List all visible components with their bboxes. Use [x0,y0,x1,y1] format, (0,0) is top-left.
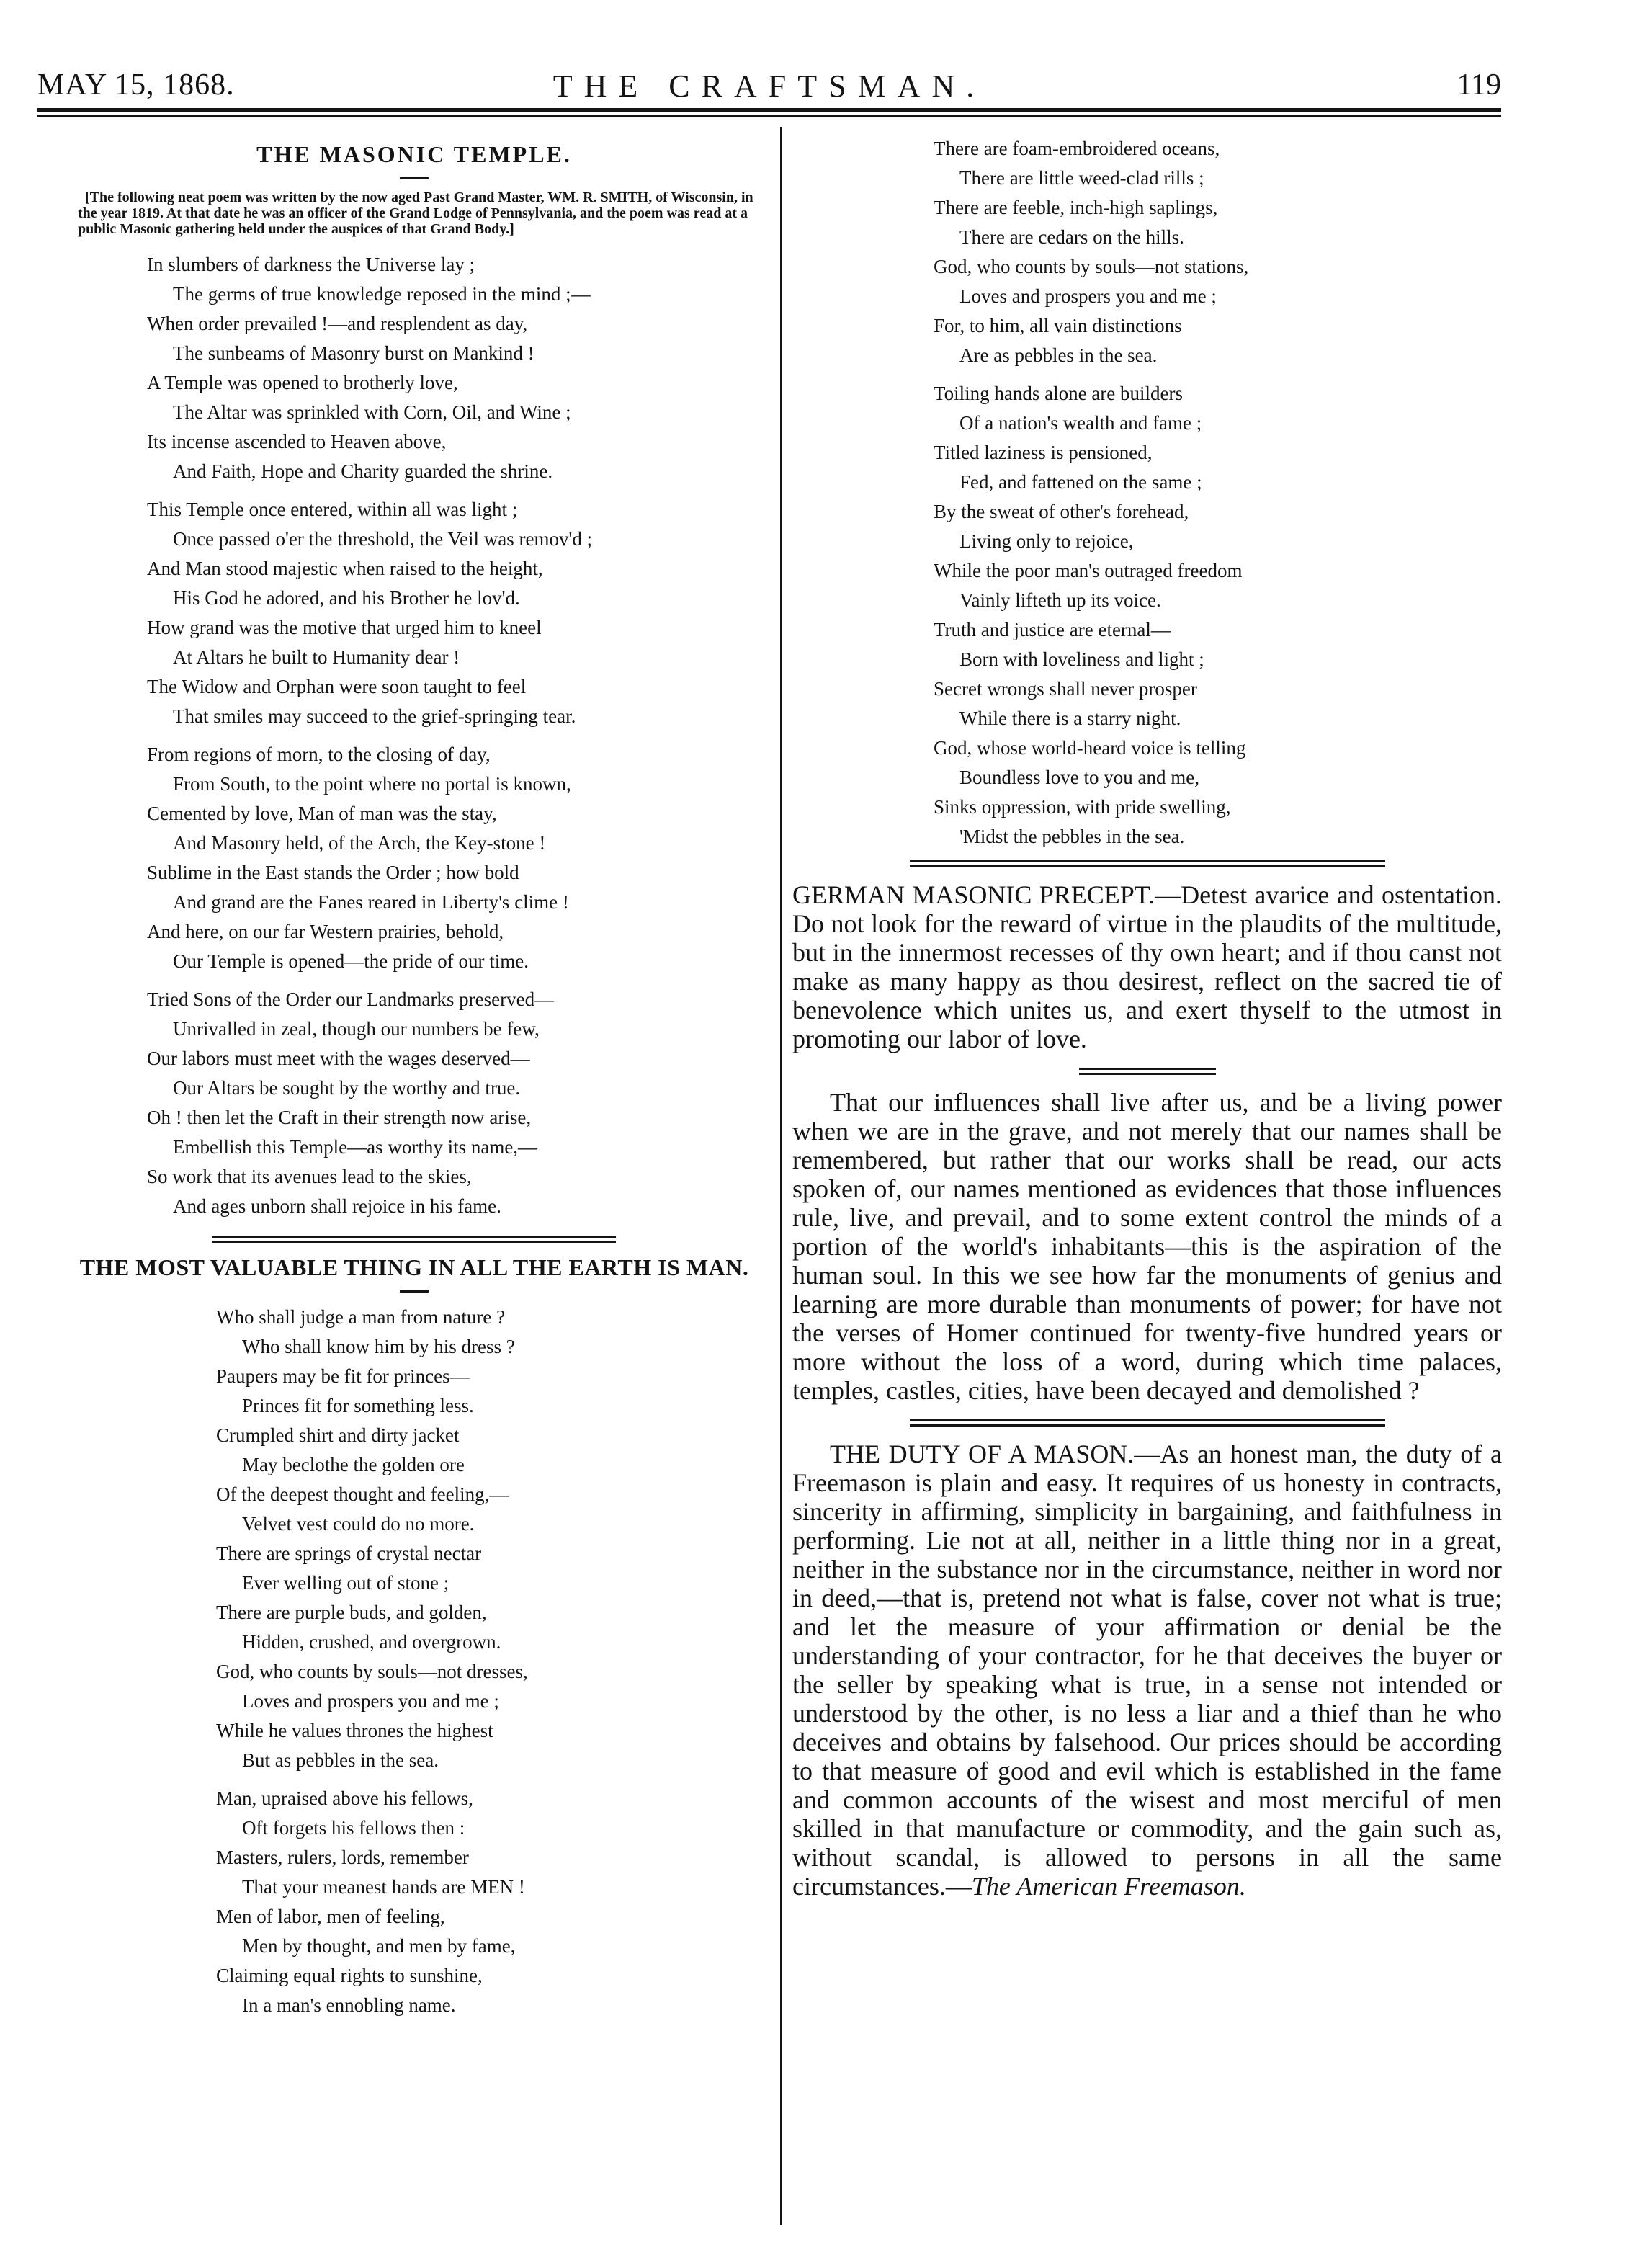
most-valuable-title: THE MOST VALUABLE THING IN ALL THE EARTH IS MAN. [79,1254,749,1280]
poem-line: Embellish this Temple—as worthy its name,— [173,1136,538,1158]
poem-line: Who shall judge a man from nature ? [216,1306,506,1328]
poem-line: While there is a starry night. [959,707,1181,729]
page-number: 119 [1457,68,1501,102]
poem-line: Toiling hands alone are builders [934,383,1184,404]
poem-line: Of a nation's wealth and fame ; [959,412,1202,434]
title-dash [400,177,429,179]
poem-line: God, who counts by souls—not dresses, [216,1661,528,1682]
poem-line: Living only to rejoice, [959,530,1134,552]
section-separator [910,1419,1385,1427]
issue-date: MAY 15, 1868. [37,68,235,102]
poem-line: But as pebbles in the sea. [242,1749,439,1771]
poem-stanza [147,985,771,1221]
poem-line: Men of labor, men of feeling, [216,1906,445,1927]
poem-line: Once passed o'er the threshold, the Veil was remov'd ; [173,528,593,550]
poem-line: This Temple once entered, within all was light ; [147,499,518,520]
poem-line: That smiles may succeed to the grief-springing tear. [173,705,576,727]
left-column [58,130,771,2029]
poem-line: There are springs of crystal nectar [216,1542,482,1564]
poem-line: There are purple buds, and golden, [216,1602,487,1623]
page-header [37,68,1501,107]
poem-line: Vainly lifteth up its voice. [959,589,1161,611]
poem-line: Titled laziness is pensioned, [934,442,1153,463]
poem-line: There are feeble, inch-high saplings, [934,197,1218,218]
poem-line: By the sweat of other's forehead, [934,501,1189,522]
duty-source: The American Freemason. [971,1872,1246,1901]
poem-line: And Man stood majestic when raised to the height, [147,558,543,579]
poem-line: Born with loveliness and light ; [959,648,1204,670]
poem-line: There are little weed-clad rills ; [959,167,1204,189]
poem-line: The Altar was sprinkled with Corn, Oil, and Wine ; [173,401,571,423]
poem-line: When order prevailed !—and resplendent as day, [147,313,528,334]
poem-line: From South, to the point where no portal is known, [173,773,571,795]
poem-line: Hidden, crushed, and overgrown. [242,1631,501,1653]
poem-line: In slumbers of darkness the Universe lay ; [147,254,475,275]
poem-line: Fed, and fattened on the same ; [959,471,1202,493]
header-rule-thin [37,115,1501,117]
poem-line: How grand was the motive that urged him to kneel [147,617,542,638]
poem-line: Its incense ascended to Heaven above, [147,431,447,452]
poem-line: Masters, rulers, lords, remember [216,1847,469,1868]
duty-paragraph [792,1439,1502,1901]
poem-line: The Widow and Orphan were soon taught to feel [147,676,527,697]
poem-line: A Temple was opened to brotherly love, [147,372,458,393]
poem-line: Sinks oppression, with pride swelling, [934,796,1231,818]
german-precept-text: —Detest avarice and ostentation. Do not look for the reward of virtue in the plaudits of the multitude, but in the innermost recesses of thy own heart; and if thou canst not make as many happy as thou desirest, reflect on the sacred tie of benevolence which unites us, and exert thyself to the utmost in promoting our labor of love. [792,880,1502,1053]
poem-line: Crumpled shirt and dirty jacket [216,1424,460,1446]
poem-line: Our labors must meet with the wages deserved— [147,1048,530,1069]
poem-line: And grand are the Fanes reared in Liberty's clime ! [173,891,569,913]
most-valuable-poem [58,1303,771,2020]
poem-line: Velvet vest could do no more. [242,1513,475,1535]
poem-line: While he values thrones the highest [216,1720,493,1741]
poem-line: And Masonry held, of the Arch, the Key-stone ! [173,832,546,854]
poem-line: That your meanest hands are MEN ! [242,1876,525,1898]
poem-line: Our Temple is opened—the pride of our time. [173,950,529,972]
poem-line: Princes fit for something less. [242,1395,474,1416]
most-valuable-poem-continued [792,134,1502,852]
poem-line: There are foam-embroidered oceans, [934,138,1220,159]
poem-line: Loves and prospers you and me ; [242,1690,499,1712]
duty-text: —As an honest man, the duty of a Freemason is plain and easy. It requires of us honesty in contracts, sincerity in affirming, simplicity in bargaining, and faithfulness in performing. Lie not at all, neither in a little thing nor in a great, neither in the substance nor in the circumstance, neither in word nor in deed,—that is, pretend not what is false, cover not what is true; and let the measure of your affirmation or denial be the understanding of your contractor, for he that deceives the buyer or the seller by speaking what is true, in a sense not intended or understood by the other, is no less a liar and a thief than he who deceives and obtains by falsehood. Our prices should be according to that measure of good and evil which is established in the fame and common accounts of the wisest and most merciful of men skilled in that manufacture or commodity, and the gain such as, without scandal, is allowed to persons in all the same circumstances.— [792,1439,1502,1901]
title-dash [400,1290,429,1293]
section-separator [212,1236,616,1243]
poem-line: Men by thought, and men by fame, [242,1935,516,1957]
section-separator [910,860,1385,867]
poem-stanza [147,740,771,976]
poem-line: Secret wrongs shall never prosper [934,678,1197,700]
german-precept-paragraph [792,880,1502,1053]
header-rule [37,108,1501,112]
poem-stanza [147,250,771,486]
section-separator [1079,1068,1216,1075]
poem-stanza [216,1303,771,1775]
masonic-temple-title: THE MASONIC TEMPLE. [256,141,572,167]
poem-line: There are cedars on the hills. [959,226,1184,248]
poem-stanza [216,1784,771,2020]
poem-line: May beclothe the golden ore [242,1454,465,1475]
poem-stanza [147,495,771,731]
influences-paragraph: That our influences shall live after us, and be a living power when we are in the grave, and not merely that our names shall be remembered, but rather that our works shall be read, our acts spoken of, our names mentioned as evidences that those influences rule, live, and prevail, and to some extent control the minds of a portion of the world's inhabitants—this is the aspiration of the human soul. In this we see how far the monuments of genius and learning are more durable than monuments of power; for have not the verses of Homer continued for twenty-five hundred years or more without the loss of a word, during which time palaces, temples, castles, cities, have been decayed and demolished ? [792,1088,1502,1405]
poem-line: For, to him, all vain distinctions [934,315,1182,336]
poem-line: Boundless love to you and me, [959,767,1199,788]
poem-line: And ages unborn shall rejoice in his fame. [173,1195,501,1217]
poem-line: Cemented by love, Man of man was the stay, [147,803,497,824]
poem-line: In a man's ennobling name. [242,1994,456,2016]
poem-line: Of the deepest thought and feeling,— [216,1483,509,1505]
duty-lead: THE DUTY OF A MASON. [830,1439,1135,1468]
poem-line: Oh ! then let the Craft in their strength now arise, [147,1107,532,1128]
poem-line: Sublime in the East stands the Order ; how bold [147,862,519,883]
poem-line: Truth and justice are eternal— [934,619,1171,640]
right-column [792,130,1502,1901]
poem-line: Paupers may be fit for princes— [216,1365,470,1387]
poem-line: Our Altars be sought by the worthy and true. [173,1077,521,1099]
masonic-temple-poem [58,250,771,1221]
poem-line: And here, on our far Western prairies, behold, [147,921,504,942]
poem-line: 'Midst the pebbles in the sea. [959,826,1185,847]
poem-line: Who shall know him by his dress ? [242,1336,515,1357]
masonic-temple-intro: [The following neat poem was written by the now aged Past Grand Master, WM. R. SMITH, of Wisconsin, in the year 1819. At that date he was an officer of the Grand Lodge of Pennsylvania, and the poem was read at a public Masonic gathering held under the auspices of that Grand Body.] [78,189,753,237]
poem-line: Ever welling out of stone ; [242,1572,449,1594]
poem-line: While the poor man's outraged freedom [934,560,1243,581]
poem-line: Unrivalled in zeal, though our numbers be few, [173,1018,540,1040]
poem-line: At Altars he built to Humanity dear ! [173,646,460,668]
poem-line: Man, upraised above his fellows, [216,1787,473,1809]
newspaper-title: THE CRAFTSMAN. [552,68,986,104]
poem-line: The sunbeams of Masonry burst on Mankind ! [173,342,534,364]
poem-line: The germs of true knowledge reposed in the mind ;— [173,283,591,305]
german-precept-lead: GERMAN MASONIC PRECEPT. [792,880,1155,909]
column-divider [780,127,782,2225]
poem-line: His God he adored, and his Brother he lov'd. [173,587,520,609]
poem-line: Are as pebbles in the sea. [959,344,1158,366]
poem-line: Claiming equal rights to sunshine, [216,1965,483,1986]
poem-line: God, who counts by souls—not stations, [934,256,1249,277]
poem-line: And Faith, Hope and Charity guarded the shrine. [173,460,553,482]
poem-line: God, whose world-heard voice is telling [934,737,1246,759]
poem-line: Oft forgets his fellows then : [242,1817,465,1839]
poem-line: Tried Sons of the Order our Landmarks preserved— [147,988,555,1010]
poem-line: So work that its avenues lead to the skies, [147,1166,472,1187]
poem-stanza [934,134,1502,370]
poem-line: From regions of morn, to the closing of day, [147,744,491,765]
poem-line: Loves and prospers you and me ; [959,285,1217,307]
poem-stanza [934,379,1502,852]
